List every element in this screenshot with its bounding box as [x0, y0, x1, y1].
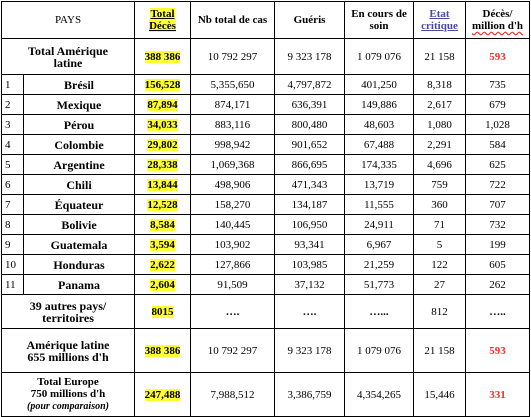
en-cours-value: 174,335 [345, 155, 414, 175]
gueris-value: 636,391 [275, 95, 345, 115]
others-par-million: ….. [466, 295, 530, 329]
critique-value: 8,318 [414, 75, 466, 95]
cas-value: 91,509 [191, 275, 275, 295]
gueris-value: 901,652 [275, 135, 345, 155]
table-row [2, 255, 530, 275]
header-etat-critique: Etat critique [414, 2, 466, 39]
critique-value: 122 [414, 255, 466, 275]
row-number: 7 [2, 195, 24, 215]
others-gueris: …. [275, 295, 345, 329]
gueris-value: 866,695 [275, 155, 345, 175]
row-number: 4 [2, 135, 24, 155]
par-million-value: 199 [466, 235, 530, 255]
row-number: 11 [2, 275, 24, 295]
en-cours-value: 21,259 [345, 255, 414, 275]
amlat-gueris: 9 323 178 [275, 329, 345, 373]
critique-value: 1,080 [414, 115, 466, 135]
cas-value: 140,445 [191, 215, 275, 235]
table-row [2, 95, 530, 115]
par-million-value: 625 [466, 155, 530, 175]
table-row [2, 275, 530, 295]
en-cours-value: 13,719 [345, 175, 414, 195]
amlat-label: Amérique latine 655 millions d'h [2, 329, 135, 373]
header-deces-million: Décès/ million d'h [466, 2, 530, 39]
total-cas: 10 792 297 [191, 39, 275, 75]
cas-value: 103,902 [191, 235, 275, 255]
critique-value: 2,291 [414, 135, 466, 155]
header-row [2, 2, 530, 39]
gueris-value: 134,187 [275, 195, 345, 215]
country-rows [2, 75, 530, 295]
table-row [2, 215, 530, 235]
header-total-deces: Total Décès [135, 2, 191, 39]
cas-value: 5,355,650 [191, 75, 275, 95]
en-cours-value: 401,250 [345, 75, 414, 95]
par-million-value: 679 [466, 95, 530, 115]
total-critique: 21 158 [414, 39, 466, 75]
europe-deces: 247,488 [135, 373, 191, 417]
amlat-critique: 21 158 [414, 329, 466, 373]
critique-value: 759 [414, 175, 466, 195]
par-million-value: 722 [466, 175, 530, 195]
europe-critique: 15,446 [414, 373, 466, 417]
amlat-par-million: 593 [466, 329, 530, 373]
par-million-value: 262 [466, 275, 530, 295]
en-cours-value: 24,911 [345, 215, 414, 235]
table-row [2, 75, 530, 95]
others-en-cours: …... [345, 295, 414, 329]
gueris-value: 800,480 [275, 115, 345, 135]
total-en-cours: 1 079 076 [345, 39, 414, 75]
row-number: 1 [2, 75, 24, 95]
en-cours-value: 149,886 [345, 95, 414, 115]
table-row [2, 135, 530, 155]
critique-value: 5 [414, 235, 466, 255]
deces-value: 34,033 [135, 115, 191, 135]
country-name: Pérou [24, 115, 135, 135]
country-name: Mexique [24, 95, 135, 115]
country-name: Honduras [24, 255, 135, 275]
total-deces: 388 386 [135, 39, 191, 75]
table-row [2, 195, 530, 215]
deces-value: 8,584 [135, 215, 191, 235]
europe-label: Total Europe 750 millions d'h (pour comparaison) [2, 373, 135, 417]
table-row [2, 155, 530, 175]
country-name: Équateur [24, 195, 135, 215]
covid-table [1, 1, 530, 417]
country-name: Panama [24, 275, 135, 295]
others-critique: 812 [414, 295, 466, 329]
others-cas: …. [191, 295, 275, 329]
critique-value: 27 [414, 275, 466, 295]
gueris-value: 471,343 [275, 175, 345, 195]
par-million-value: 605 [466, 255, 530, 275]
en-cours-value: 48,603 [345, 115, 414, 135]
total-row [2, 39, 530, 75]
deces-value: 29,802 [135, 135, 191, 155]
amlat-row [2, 329, 530, 373]
total-label: Total Amérique latine [2, 39, 135, 75]
country-name: Chili [24, 175, 135, 195]
gueris-value: 103,985 [275, 255, 345, 275]
total-par-million: 593 [466, 39, 530, 75]
gueris-value: 37,132 [275, 275, 345, 295]
en-cours-value: 51,773 [345, 275, 414, 295]
critique-value: 4,696 [414, 155, 466, 175]
country-name: Bolivie [24, 215, 135, 235]
europe-cas: 7,988,512 [191, 373, 275, 417]
table-row [2, 115, 530, 135]
row-number: 5 [2, 155, 24, 175]
amlat-en-cours: 1 079 076 [345, 329, 414, 373]
europe-en-cours: 4,354,265 [345, 373, 414, 417]
cas-value: 874,171 [191, 95, 275, 115]
table-row [2, 235, 530, 255]
par-million-value: 732 [466, 215, 530, 235]
cas-value: 158,270 [191, 195, 275, 215]
europe-row [2, 373, 530, 417]
deces-value: 156,528 [135, 75, 191, 95]
deces-value: 2,604 [135, 275, 191, 295]
gueris-value: 106,950 [275, 215, 345, 235]
header-nb-total-cas: Nb total de cas [191, 2, 275, 39]
critique-value: 71 [414, 215, 466, 235]
country-name: Guatemala [24, 235, 135, 255]
deces-value: 13,844 [135, 175, 191, 195]
header-pays: PAYS [2, 2, 135, 39]
total-gueris: 9 323 178 [275, 39, 345, 75]
row-number: 2 [2, 95, 24, 115]
en-cours-value: 11,555 [345, 195, 414, 215]
country-name: Brésil [24, 75, 135, 95]
critique-value: 360 [414, 195, 466, 215]
country-name: Colombie [24, 135, 135, 155]
row-number: 10 [2, 255, 24, 275]
amlat-cas: 10 792 297 [191, 329, 275, 373]
cas-value: 1,069,368 [191, 155, 275, 175]
par-million-value: 735 [466, 75, 530, 95]
deces-value: 87,894 [135, 95, 191, 115]
gueris-value: 4,797,872 [275, 75, 345, 95]
country-name: Argentine [24, 155, 135, 175]
en-cours-value: 67,488 [345, 135, 414, 155]
cas-value: 998,942 [191, 135, 275, 155]
row-number: 8 [2, 215, 24, 235]
others-deces: 8015 [135, 295, 191, 329]
amlat-deces: 388 386 [135, 329, 191, 373]
europe-par-million: 331 [466, 373, 530, 417]
deces-value: 12,528 [135, 195, 191, 215]
par-million-value: 707 [466, 195, 530, 215]
par-million-value: 584 [466, 135, 530, 155]
cas-value: 127,866 [191, 255, 275, 275]
cas-value: 498,906 [191, 175, 275, 195]
row-number: 3 [2, 115, 24, 135]
gueris-value: 93,341 [275, 235, 345, 255]
par-million-value: 1,028 [466, 115, 530, 135]
others-label: 39 autres pays/ territoires [2, 295, 135, 329]
europe-gueris: 3,386,759 [275, 373, 345, 417]
en-cours-value: 6,967 [345, 235, 414, 255]
deces-value: 28,338 [135, 155, 191, 175]
table-row [2, 175, 530, 195]
cas-value: 883,116 [191, 115, 275, 135]
row-number: 6 [2, 175, 24, 195]
deces-value: 2,622 [135, 255, 191, 275]
header-en-cours: En cours de soin [345, 2, 414, 39]
deces-value: 3,594 [135, 235, 191, 255]
row-number: 9 [2, 235, 24, 255]
others-row [2, 295, 530, 329]
critique-value: 2,617 [414, 95, 466, 115]
header-gueris: Guéris [275, 2, 345, 39]
